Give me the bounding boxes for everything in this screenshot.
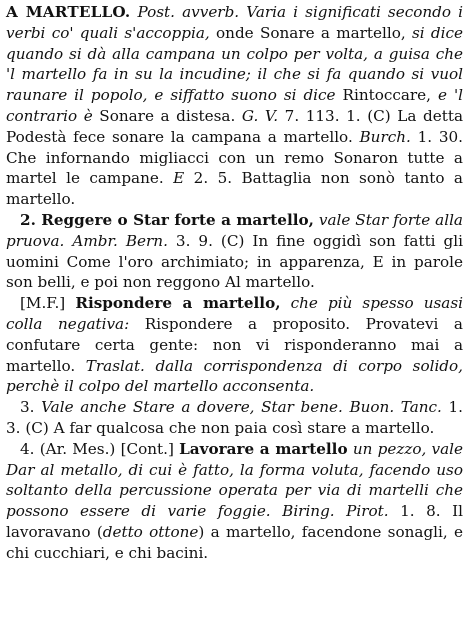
entry-main-run: G. V. <box>241 106 279 125</box>
entry-mf <box>6 293 463 397</box>
entry-3 <box>6 397 463 439</box>
entry-2-run: vale Star forte alla pruova. Ambr. Bern. <box>6 210 463 250</box>
entry-main-run: 1. 30. Che infornando migliacci con un remo Sonaron tutte a martel le campane. <box>6 127 463 188</box>
entry-3-run: Stare a dovere, Star bene. Buon. Tanc. <box>126 398 442 417</box>
entry-4-run: un pezzo, vale Dar al metallo, di cui è fatto, la forma voluta, facendo uso soltanto della percussione operata per via di martelli che possono essere di varie foggie. Biring. Pirot. <box>6 439 464 521</box>
entry-mf-run: Rispondere a martello, <box>75 294 281 313</box>
entry-mf-run: Rispondere a proposito. Provatevi a confutare certa gente: non vi risponderanno mai a martello. <box>6 314 463 375</box>
entry-main-run: E <box>173 169 185 188</box>
entry-4-run: detto ottone <box>102 522 199 541</box>
entry-mf-run: Traslat. dalla corrispondenza di corpo solido, perchè il colpo del martello acconsenta. <box>6 356 463 396</box>
entry-4 <box>6 439 463 564</box>
entry-main-run: 2. 5. Battaglia non sonò tanto a martello. <box>6 169 463 209</box>
entry-main-run: Burch. <box>359 127 411 146</box>
entry-main-run: si dice quando si dà alla campana un colpo per volta, a guisa che 'l martello fa in su la incudine; il che si fa quando si vuol raunare il popolo, e siffatto suono si dice <box>6 23 463 105</box>
entry-main-run: e 'l contrario è <box>6 86 463 125</box>
entry-2-run: 3. 9. (C) In fine oggidì son fatti gli uomini Come l'oro archimiato; in apparenza, E in parole son belli, e poi non reggono Al martello. <box>6 231 463 292</box>
entry-main <box>6 2 463 210</box>
entry-main-run: onde Sonare a martello, <box>209 23 412 42</box>
entry-4-run: Lavorare a martello <box>179 439 348 458</box>
entry-4-run: ) a martello, facendone sonagli, e chi cucchiari, e chi bacini. <box>6 522 464 562</box>
entry-2-run: 2. Reggere o Star forte a martello, <box>20 210 314 229</box>
entry-main-run: A MARTELLO. <box>6 3 131 21</box>
entry-mf-run: [M.F.] <box>20 294 76 313</box>
entry-2 <box>6 210 463 293</box>
entry-4-run: 1. 8. Il lavoravano ( <box>6 502 463 541</box>
entry-mf-run: che più spesso usasi colla negativa: <box>6 294 463 333</box>
entry-main-run: Rintoccare, <box>335 86 438 105</box>
entry-3-run: 3. <box>20 398 42 417</box>
entry-3-run: Vale anche <box>41 398 127 417</box>
entry-3-run: 1. 3. (C) A far qualcosa che non paia così stare a martello. <box>6 398 463 437</box>
entry-main-run: Sonare a distesa. <box>92 106 242 125</box>
entry-main-run: Post. avverb. Varia i significati secondo i verbi co' quali s'accoppia, <box>6 3 463 42</box>
entry-main-run: 7. 113. 1. (C) La detta Podestà fece sonare la campana a martello. <box>6 106 463 146</box>
entry-4-run: 4. (Ar. Mes.) [Cont.] <box>20 439 180 458</box>
